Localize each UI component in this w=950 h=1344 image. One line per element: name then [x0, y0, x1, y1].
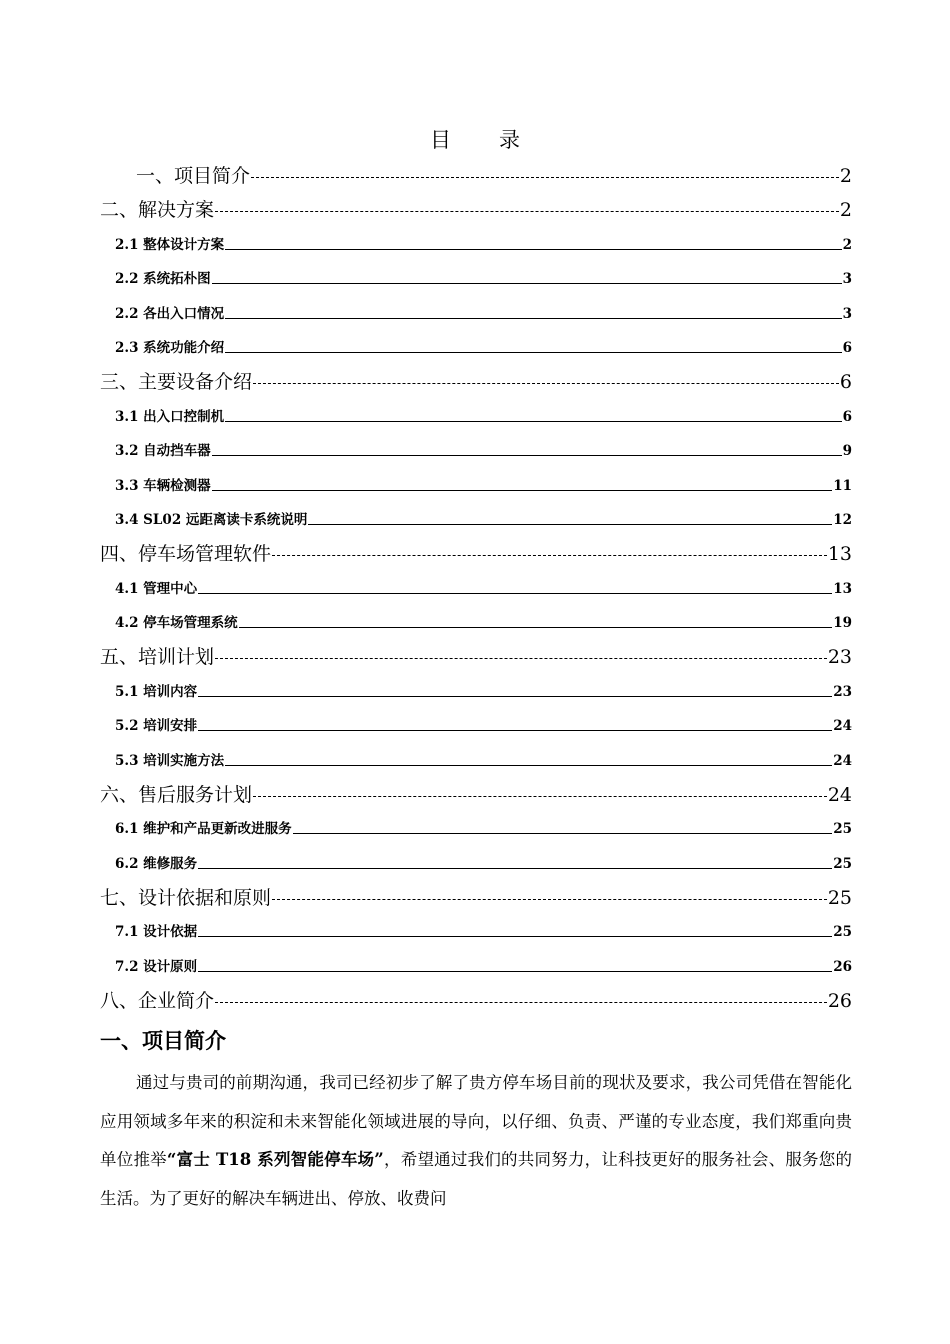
toc-leader	[198, 696, 832, 697]
toc-entry-label: 一、项目简介	[136, 165, 251, 187]
toc-page-number: 9	[842, 443, 852, 459]
toc-entry-label: 5.3 培训实施方法	[115, 752, 225, 769]
toc-entry-label: 八、企业简介	[100, 989, 215, 1012]
toc-entry-label: 2.2 各出入口情况	[115, 305, 225, 322]
toc-leader	[225, 352, 841, 353]
toc-entry[interactable]	[100, 190, 852, 224]
toc-page-number: 13	[833, 580, 852, 597]
toc-leader	[198, 971, 832, 972]
toc-entry-label: 3.4 SL02 远距离读卡系统说明	[115, 512, 308, 528]
intro-paragraph	[100, 1064, 852, 1218]
toc-page-number: 3	[842, 305, 852, 322]
toc-page-number: 26	[827, 989, 852, 1012]
toc-page-number: 2	[842, 236, 852, 253]
toc-page-number: 25	[833, 924, 852, 940]
toc-entry[interactable]	[100, 740, 852, 775]
toc-entry-label: 5.1 培训内容	[115, 683, 198, 700]
toc-leader	[215, 1002, 827, 1003]
toc-entry[interactable]	[100, 328, 852, 363]
toc-leader	[272, 899, 827, 900]
toc-entry[interactable]	[100, 500, 852, 535]
toc-entry[interactable]	[100, 396, 852, 431]
toc-page-number: 26	[833, 958, 852, 975]
toc-page-number: 19	[833, 615, 852, 631]
toc-leader	[293, 833, 833, 834]
toc-page-number: 3	[842, 271, 852, 287]
toc-leader	[198, 730, 832, 731]
toc-page-number: 13	[827, 543, 852, 565]
toc-entry-label: 二、解决方案	[100, 199, 215, 221]
toc-page-number: 2	[839, 199, 852, 221]
toc-title-char-2: 录	[499, 128, 520, 152]
toc-entry[interactable]	[100, 156, 852, 190]
toc-leader	[253, 796, 827, 797]
toc-entry-label: 7.2 设计原则	[115, 958, 198, 975]
toc-entry[interactable]	[100, 809, 852, 844]
toc-leader	[239, 627, 833, 628]
toc-leader	[212, 490, 833, 491]
toc-page-number: 6	[839, 371, 852, 393]
toc-entry[interactable]	[100, 946, 852, 981]
toc-entry-label: 2.3 系统功能介绍	[115, 340, 225, 356]
toc-leader	[225, 421, 841, 422]
toc-leader	[215, 658, 827, 659]
toc-entry[interactable]	[100, 843, 852, 878]
toc-entry[interactable]	[100, 224, 852, 259]
toc-entry-label: 3.3 车辆检测器	[115, 477, 211, 494]
toc-entry-label: 2.2 系统拓朴图	[115, 271, 211, 287]
toc-entry[interactable]	[100, 878, 852, 912]
paragraph-text-2: ，希望通过我们的共同努力，让科技更好的服务社会、服务您的生活。为了更好的解决车辆进出、停放、收费问	[100, 1150, 853, 1208]
toc-page-number: 24	[827, 783, 852, 806]
toc-entry-label: 2.1 整体设计方案	[115, 236, 225, 253]
toc-entry[interactable]	[100, 603, 852, 638]
toc-page-number: 25	[827, 886, 852, 909]
toc-leader	[225, 318, 841, 319]
toc-entry-label: 5.2 培训安排	[115, 718, 198, 734]
toc-title-char-1: 目	[430, 128, 451, 152]
toc-page-number: 6	[842, 408, 852, 425]
toc-entry[interactable]	[100, 465, 852, 500]
toc-entry-label: 4.2 停车场管理系统	[115, 615, 238, 631]
toc-entry-label: 3.1 出入口控制机	[115, 408, 225, 425]
toc-entry-label: 4.1 管理中心	[115, 580, 198, 597]
toc-entry[interactable]	[100, 775, 852, 809]
toc-leader	[198, 593, 832, 594]
toc-page-number: 11	[833, 477, 852, 494]
toc-title	[0, 124, 950, 154]
toc-leader	[212, 455, 842, 456]
product-name-emphasis: “富士 T18 系列智能停车场”	[166, 1150, 384, 1169]
toc-page-number: 25	[833, 821, 852, 837]
toc-leader	[272, 555, 827, 556]
toc-entry-label: 五、培训计划	[100, 646, 215, 668]
toc-page-number: 24	[833, 718, 852, 734]
toc-entry[interactable]	[100, 637, 852, 671]
toc-leader	[198, 936, 832, 937]
toc-leader	[253, 383, 839, 384]
toc-entry-label: 三、主要设备介绍	[100, 371, 253, 393]
toc-leader	[251, 177, 839, 178]
toc-entry[interactable]	[100, 706, 852, 741]
toc-entry-label: 6.2 维修服务	[115, 855, 198, 872]
toc-entry[interactable]	[100, 568, 852, 603]
toc-page-number: 24	[833, 752, 852, 769]
toc-page-number: 12	[833, 512, 852, 528]
toc-entry-label: 六、售后服务计划	[100, 783, 253, 806]
section-heading: 一、项目简介	[100, 1029, 226, 1053]
toc-page-number: 6	[842, 340, 852, 356]
toc-page-number: 2	[839, 165, 852, 187]
toc-entry[interactable]	[100, 293, 852, 328]
toc-entry-label: 四、停车场管理软件	[100, 543, 272, 565]
toc-entry[interactable]	[100, 362, 852, 396]
toc-entry-label: 7.1 设计依据	[115, 924, 198, 940]
toc-entry-label: 6.1 维护和产品更新改进服务	[115, 821, 292, 837]
toc-entry-label: 七、设计依据和原则	[100, 886, 272, 909]
toc-page-number: 23	[827, 646, 852, 668]
toc-entry[interactable]	[100, 912, 852, 947]
paragraph-text-1: 通过与贵司的前期沟通，我司已经初步了解了贵方停车场目前的现状及要求，我公司凭借在智能化应用领域多年来的积淀和未来智能化领域进展的导向，以仔细、负责、严谨的专业态度，我们郑重向贵单位推举	[100, 1073, 852, 1169]
toc-entry-label: 3.2 自动挡车器	[115, 443, 211, 459]
toc-entry[interactable]	[100, 534, 852, 568]
section-body	[100, 1064, 852, 1218]
toc-page-number: 23	[833, 683, 852, 700]
toc-page-number: 25	[833, 855, 852, 872]
toc-entry[interactable]	[100, 259, 852, 294]
toc-leader	[225, 249, 841, 250]
toc-leader	[198, 868, 832, 869]
toc-entry[interactable]	[100, 671, 852, 706]
table-of-contents	[100, 156, 852, 1015]
toc-entry[interactable]	[100, 981, 852, 1015]
toc-leader	[308, 524, 832, 525]
toc-entry[interactable]	[100, 431, 852, 466]
toc-leader	[225, 765, 832, 766]
toc-leader	[212, 283, 842, 284]
toc-leader	[215, 211, 839, 212]
